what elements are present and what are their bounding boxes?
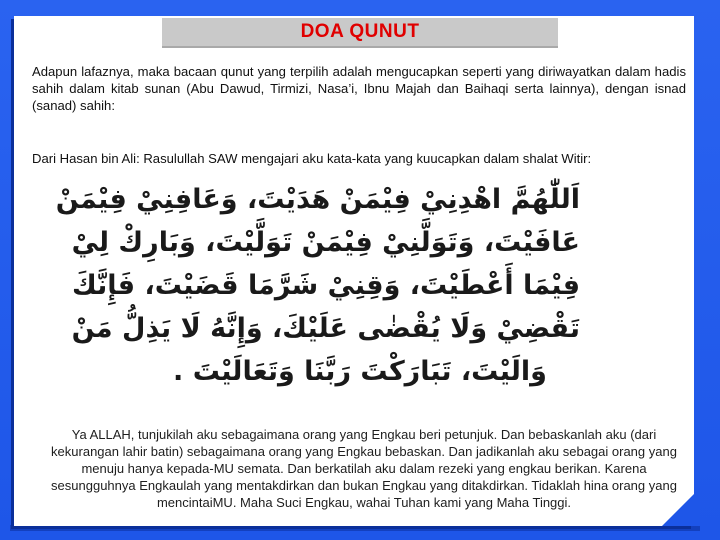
page-curl-corner: [662, 488, 700, 526]
slide-title: DOA QUNUT: [162, 18, 558, 48]
hadith-paragraph: Dari Hasan bin Ali: Rasulullah SAW mengajari aku kata-kata yang kuucapkan dalam shalat Witir:: [32, 151, 592, 166]
arabic-line: اَللّٰهُمَّ اهْدِنِيْ فِيْمَنْ هَدَيْتَ، وَعَافِنِيْ فِيْمَنْ: [55, 184, 580, 215]
arabic-line: تَقْضِيْ وَلَا يُقْضٰى عَلَيْكَ، وَإِنَّهُ لَا يَذِلُّ مَنْ: [71, 313, 580, 344]
arabic-prayer-text: [55, 178, 580, 404]
arabic-line: وَالَيْتَ، تَبَارَكْتَ رَبَّنَا وَتَعَالَيْتَ .: [173, 356, 547, 387]
arabic-line: فِيْمَا أَعْطَيْتَ، وَقِنِيْ شَرَّمَا قَضَيْتَ، فَإِنَّكَ: [71, 270, 580, 301]
arabic-line: عَافَيْتَ، وَتَوَلَّنِيْ فِيْمَنْ تَوَلَّيْتَ، وَبَارِكْ لِيْ: [71, 227, 580, 258]
intro-paragraph: Adapun lafaznya, maka bacaan qunut yang terpilih adalah mengucapkan seperti yang diriwayatkan dalam hadis sahih dalam kitab sunan (Abu Dawud, Tirmizi, Nasa’i, Ibnu Majah dan Baihaqi serta lainnya), dengan isnad (sanad) sahih:: [32, 64, 686, 113]
translation-paragraph: Ya ALLAH, tunjukilah aku sebagaimana orang yang Engkau beri petunjuk. Dan bebaskanlah aku (dari kekurangan lahir batin) sebagaimana orang yang Engkau bebaskan. Dan jadikanlah aku sebagai orang yang menuju hanya kepada-MU semata. Dan berkatilah aku dalam rezeki yang engkau berikan. Karena sesungguhnya Engkaulah yang mentakdirkan dan bukan Engkau yang ditakdirkan. Tidaklah hina orang yang mencintaiMU. Maha Suci Engkau, wahai Tuhan kami yang Maha Tinggi.: [51, 427, 677, 510]
